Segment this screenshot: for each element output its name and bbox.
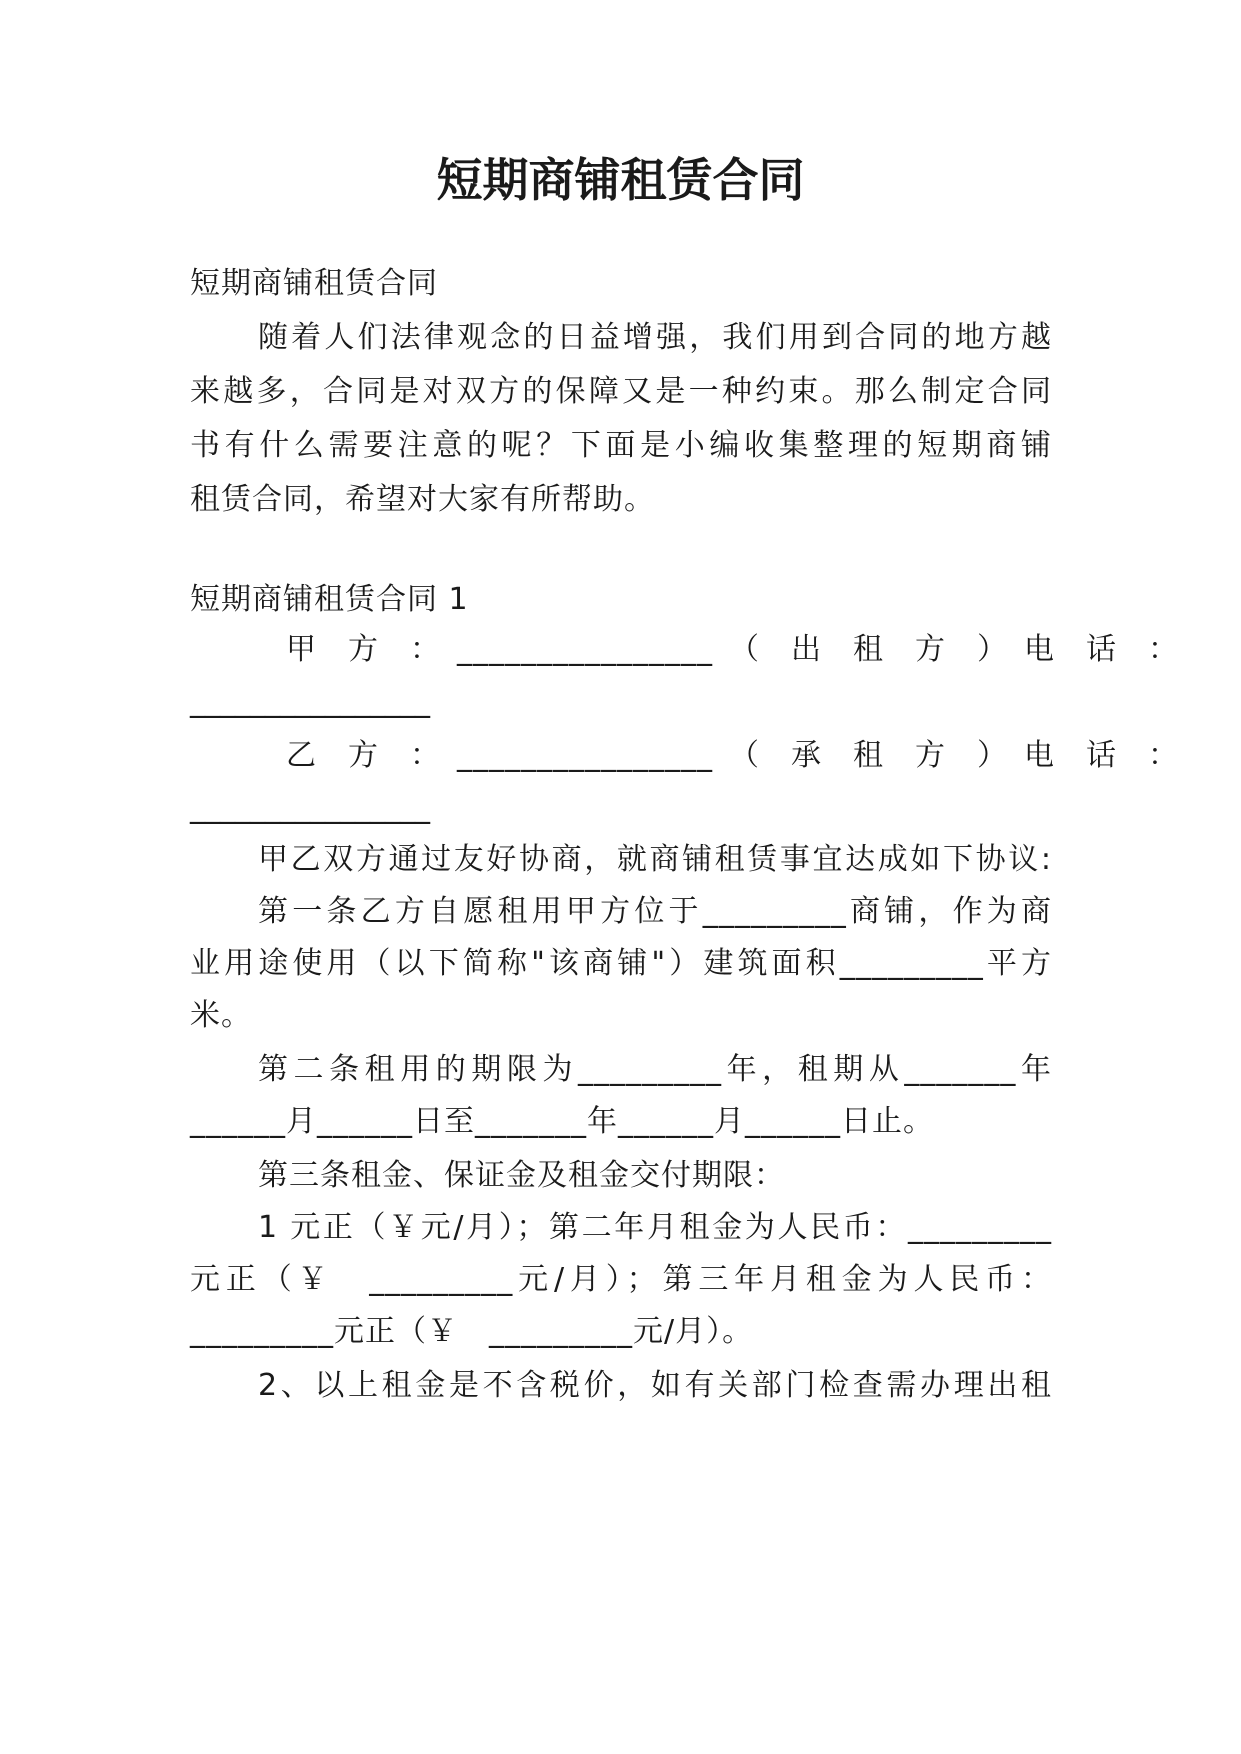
clause-1-line: 第一条乙方自愿租用甲方位于_________商铺，作为商	[258, 894, 1052, 929]
clause-2-line: 第二条租用的期限为_________年，租期从_______年	[258, 1052, 1052, 1087]
party-a-phone-blank: ________________	[190, 684, 430, 719]
clause-1-line: 米。	[190, 998, 252, 1033]
page-title: 短期商铺租赁合同	[436, 153, 805, 207]
rent-line: 元正（￥ _________元/月）；第三年月租金为人民币：	[190, 1262, 1052, 1297]
clause-2-line: ______月______日至_______年______月______日止。	[190, 1104, 934, 1139]
clause-3-line: 第三条租金、保证金及租金交付期限：	[258, 1158, 785, 1193]
paragraph-line: 来越多，合同是对双方的保障又是一种约束。那么制定合同	[190, 374, 1052, 409]
subtitle-line: 短期商铺租赁合同	[190, 266, 438, 301]
paragraph-line: 书有什么需要注意的呢？下面是小编收集整理的短期商铺	[190, 428, 1052, 463]
tax-line: 2、以上租金是不含税价，如有关部门检查需办理出租	[258, 1368, 1052, 1403]
party-b-phone-blank: ________________	[190, 790, 430, 825]
section-heading: 短期商铺租赁合同 1	[190, 582, 469, 617]
agreement-line: 甲乙双方通过友好协商，就商铺租赁事宜达成如下协议:	[258, 842, 1052, 877]
rent-line: _________元正（￥ _________元/月）。	[190, 1314, 754, 1349]
paragraph-line: 随着人们法律观念的日益增强，我们用到合同的地方越	[258, 320, 1052, 355]
paragraph-line: 租赁合同，希望对大家有所帮助。	[190, 482, 655, 517]
party-a-line: 甲 方 ： ________________ （ 出 租 方 ） 电 话 ：	[286, 632, 1179, 667]
rent-line: 1 元正（￥元/月）；第二年月租金为人民币：_________	[258, 1210, 1052, 1245]
clause-1-line: 业用途使用（以下简称"该商铺"）建筑面积_________平方	[190, 946, 1052, 981]
party-b-line: 乙 方 ： ________________ （ 承 租 方 ） 电 话 ：	[286, 738, 1179, 773]
